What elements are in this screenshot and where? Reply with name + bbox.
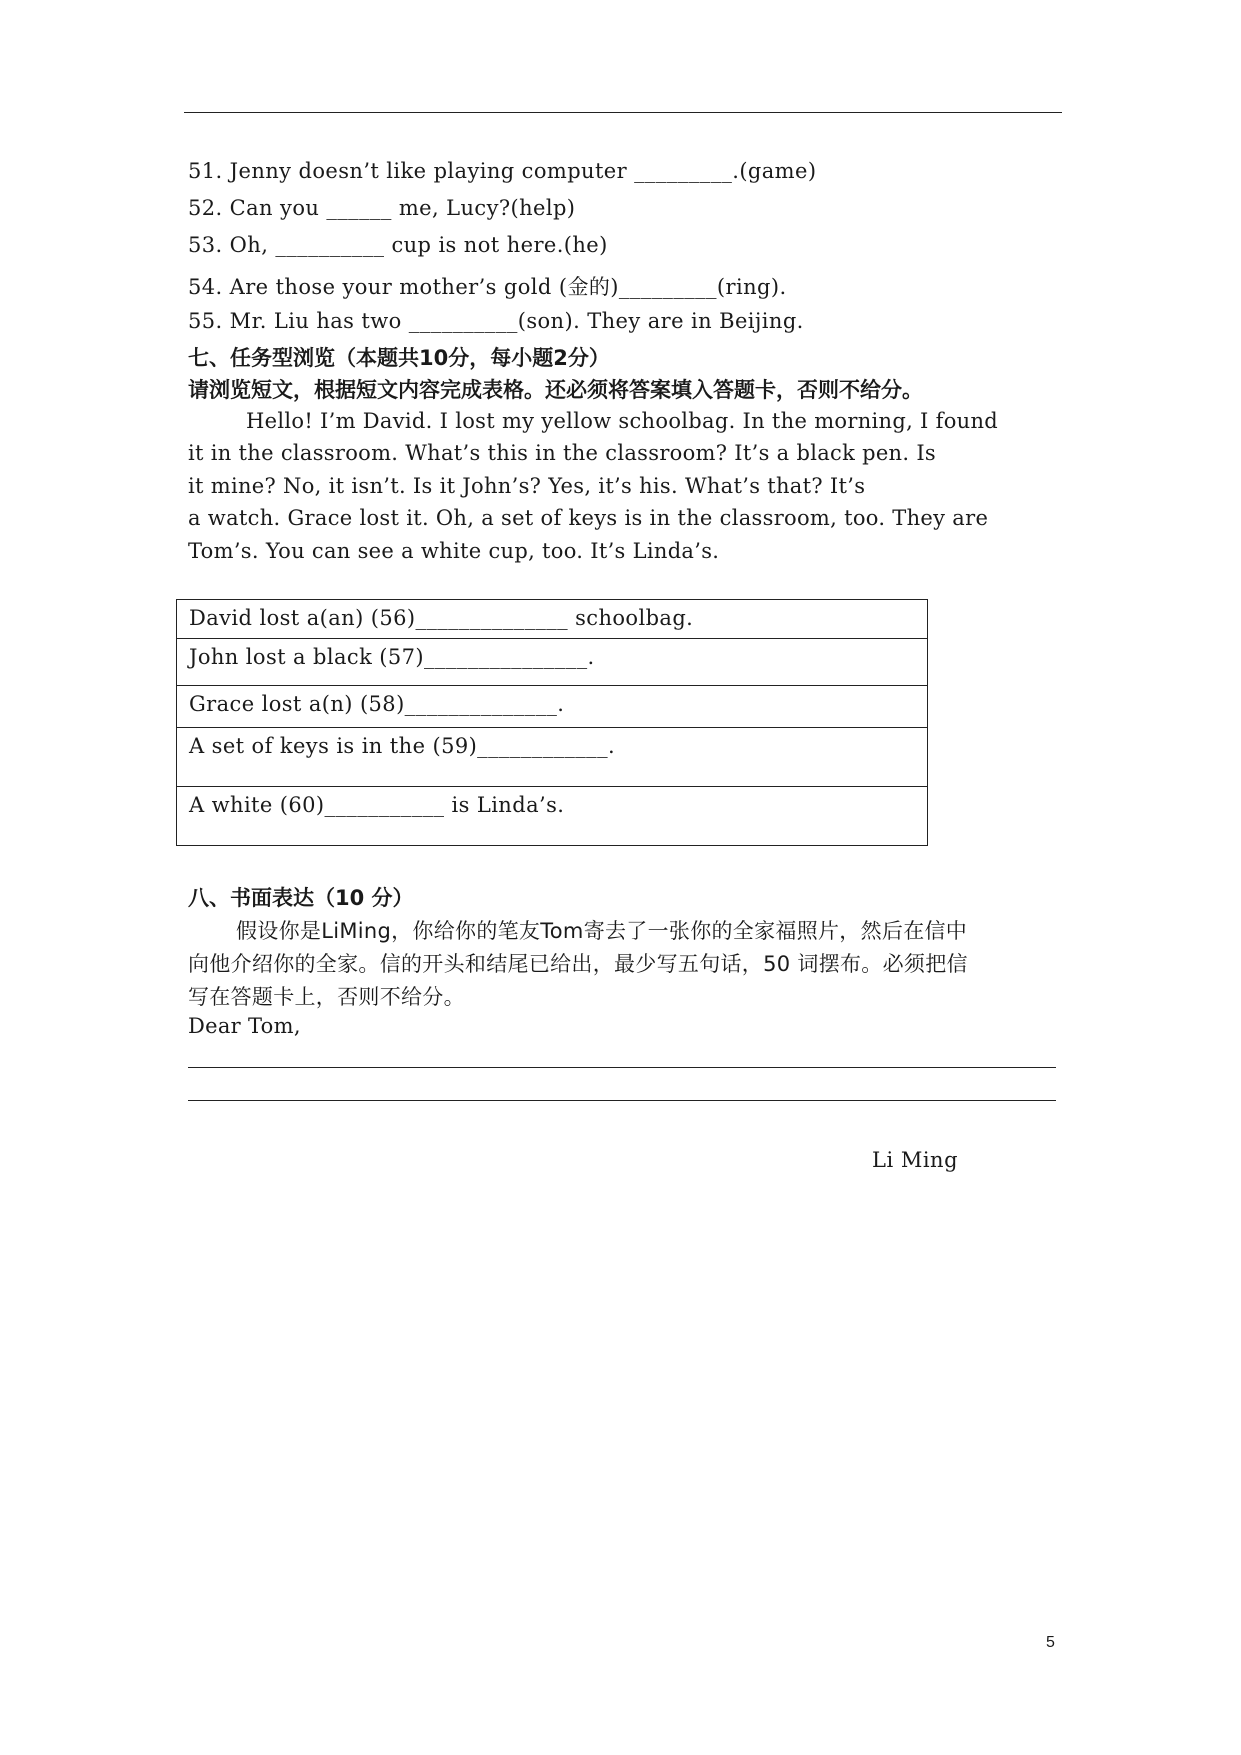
question-52: 52. Can you ______ me, Lucy?(help) — [188, 196, 576, 220]
header-rule — [184, 112, 1062, 113]
page-number: 5 — [1046, 1634, 1055, 1651]
passage-line: a watch. Grace lost it. Oh, a set of keys is in the classroom, too. They are — [188, 506, 989, 530]
task-row-58: Grace lost a(n) (58)______________. — [177, 686, 928, 728]
task-row-57: John lost a black (57)_______________. — [177, 639, 928, 686]
question-53: 53. Oh, __________ cup is not here.(he) — [188, 233, 608, 257]
passage-line: Hello! I’m David. I lost my yellow schoolbag. In the morning, I found — [246, 409, 999, 433]
task-row-56: David lost a(an) (56)______________ schoolbag. — [177, 600, 928, 639]
section8-title: 八、书面表达（10 分） — [188, 886, 414, 910]
passage-line: it in the classroom. What’s this in the classroom? It’s a black pen. Is — [188, 441, 937, 465]
question-55: 55. Mr. Liu has two __________(son). They are in Beijing. — [188, 309, 804, 333]
prompt-line: 假设你是LiMing，你给你的笔友Tom寄去了一张你的全家福照片，然后在信中 — [236, 919, 968, 943]
section7-title: 七、任务型浏览（本题共10分，每小题2分） — [188, 346, 610, 370]
question-54: 54. Are those your mother’s gold (金的)_________(ring). — [188, 275, 787, 299]
prompt-line: 向他介绍你的全家。信的开头和结尾已给出，最少写五句话，50 词摆布。必须把信 — [188, 952, 968, 976]
letter-signature: Li Ming — [872, 1148, 959, 1172]
letter-greeting: Dear Tom, — [188, 1014, 301, 1038]
writing-line — [188, 1100, 1056, 1101]
passage-line: Tom’s. You can see a white cup, too. It’s Linda’s. — [188, 539, 720, 563]
writing-line — [188, 1067, 1056, 1068]
prompt-line: 写在答题卡上，否则不给分。 — [188, 985, 465, 1009]
passage-line: it mine? No, it isn’t. Is it John’s? Yes, it’s his. What’s that? It’s — [188, 474, 866, 498]
task-row-59: A set of keys is in the (59)____________. — [177, 728, 928, 787]
question-51: 51. Jenny doesn’t like playing computer _________.(game) — [188, 159, 817, 183]
task-row-60: A white (60)___________ is Linda’s. — [177, 787, 928, 846]
section7-instruction: 请浏览短文，根据短文内容完成表格。还必须将答案填入答题卡，否则不给分。 — [188, 378, 923, 402]
task-table — [176, 599, 928, 846]
